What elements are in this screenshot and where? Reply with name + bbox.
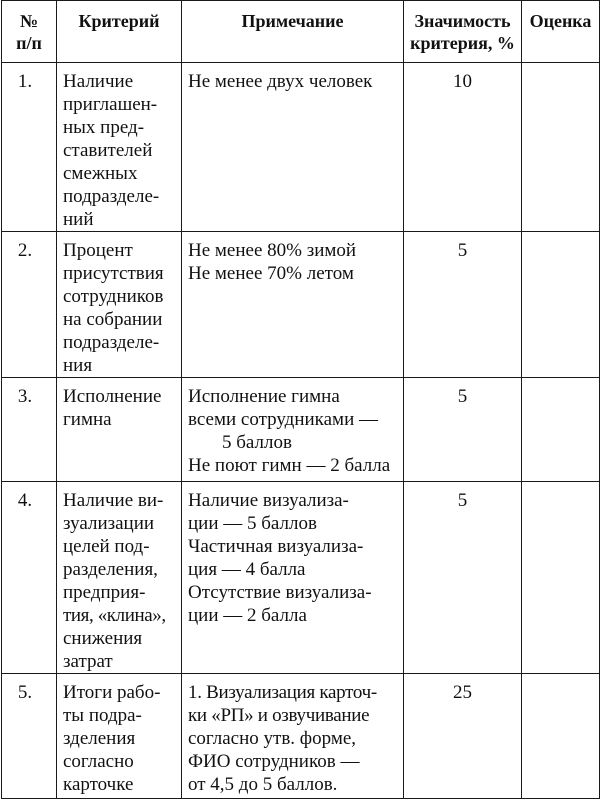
row-criterion: Итоги рабо- ты подра- зделения согласно карточке <box>57 674 182 799</box>
header-num: № п/п <box>2 1 57 63</box>
row-note: Наличие визуализа- ции — 5 баллов Частичная визуализа- ция — 4 балла Отсутствие визуализа- ции — 2 балла <box>182 482 404 674</box>
row-number: 4. <box>2 482 57 674</box>
table-row <box>2 674 600 799</box>
row-note: Не менее 80% зимой Не менее 70% летом <box>182 232 404 378</box>
row-number: 3. <box>2 378 57 482</box>
row-criterion: Процент присутствия сотрудников на собрании подразделе- ния <box>57 232 182 378</box>
row-number: 1. <box>2 63 57 232</box>
table-row <box>2 63 600 232</box>
header-criterion: Критерий <box>57 1 182 63</box>
row-score <box>522 63 600 232</box>
row-note: Не менее двух человек <box>182 63 404 232</box>
row-significance: 5 <box>404 232 522 378</box>
row-score <box>522 378 600 482</box>
row-note: 1. Визуализация карточ- ки «РП» и озвучивание согласно утв. форме, ФИО сотрудников — от 4,5 до 5 баллов. <box>182 674 404 799</box>
row-score <box>522 674 600 799</box>
table-row <box>2 232 600 378</box>
table-header-row <box>2 1 600 63</box>
row-significance: 10 <box>404 63 522 232</box>
header-score: Оценка <box>522 1 600 63</box>
criteria-table <box>1 0 600 799</box>
row-significance: 5 <box>404 482 522 674</box>
row-criterion: Исполнение гимна <box>57 378 182 482</box>
row-score <box>522 482 600 674</box>
row-criterion: Наличие приглашен- ных пред- ставителей смежных подразделе- ний <box>57 63 182 232</box>
row-number: 5. <box>2 674 57 799</box>
table-row <box>2 378 600 482</box>
header-significance: Значимость критерия, % <box>404 1 522 63</box>
header-note: Примечание <box>182 1 404 63</box>
row-significance: 25 <box>404 674 522 799</box>
table-row <box>2 482 600 674</box>
row-score <box>522 232 600 378</box>
row-note: Исполнение гимна всеми сотрудниками — 5 баллов Не поют гимн — 2 балла <box>182 378 404 482</box>
row-number: 2. <box>2 232 57 378</box>
row-criterion: Наличие ви- зуализации целей под- разделения, предприя- тия, «клина», снижения затрат <box>57 482 182 674</box>
row-significance: 5 <box>404 378 522 482</box>
